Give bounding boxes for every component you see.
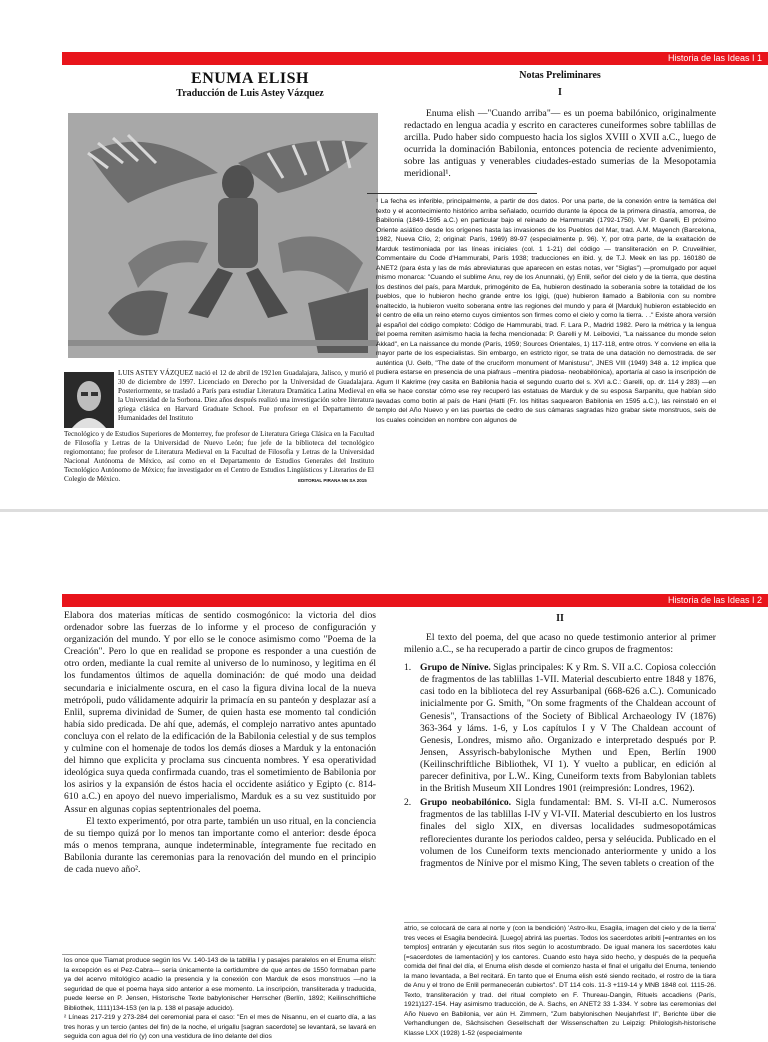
author-bio-continued: Tecnológico y de Estudios Superiores de Monterrey, fue profesor de Literatura Griega Clásica en la Facultad de Filosofía y Letras de la Universidad de Nuevo León; fue jefe de la biblioteca del tecnológico regiomontano; fue profesor de Literatura Medieval en la Facultad de Filosofía y Letras de la Universidad Nacional Autónoma de México, así como en el Departamento de Estudios Generales del Instituto Tecnológico Autónomo de México; fue investigador en el Centro de Estudios Lingüísticos y Literarios de El Colegio de México. — [64, 430, 374, 483]
right-intro: El texto del poema, del que acaso no quede testimonio anterior al primer milenio a.C., se ha recuperado a partir de cinco grupos de fragmentos: — [404, 632, 716, 656]
section-number-1: I — [558, 87, 562, 98]
document-subtitle: Traducción de Luis Astey Vázquez — [176, 88, 324, 99]
list-item-number: 1. — [404, 662, 412, 674]
list-item-heading: Grupo de Nínive. — [420, 662, 491, 674]
fragment-group-list — [404, 662, 716, 870]
marduk-relief-image — [68, 113, 378, 358]
relief-illustration — [68, 113, 378, 358]
document-title: ENUMA ELISH — [191, 70, 309, 87]
left-column — [64, 610, 376, 876]
publisher-credit: EDITORIAL PIRANA NN SA 2015 — [298, 478, 367, 483]
author-portrait-illustration — [64, 372, 114, 428]
footnote-1 — [376, 197, 716, 497]
left-footnote-continued: los once que Tiamat produce según los Vv. 140-143 de la tablilla I y pasajes paralelos en el Enuma elish: la excepción es el Pez-Cabra— sería únicamente la certidumbre de que antes de 1550 formaban parte ya del acervo mitológico acadio la presencia y la conexión con Marduk de esos monstruos —no la seguridad de que el poema haya sido anterior a ese momento. La inscripción, transliterada y traducida, puede leerse en P. Jensen, Historische Texte babylonischer Herrscher (Berlín, 1892; Keilinschriftliche Bibliothek, 1111)134-153 (en la p. 138 el pasaje aducido). — [64, 957, 376, 1012]
list-item-text: Sigla fundamental: BM. S. VI-II a.C. Numerosos fragmentos de las tablillas I-IV y VI-VII. Material descubierto en los lustros finales del siglo XIX, en diversas localidades sudmesopotámicas reflorecientes durante los periodos caldeo, persa y seléucida. Publicado en el volumen de los Cuneiform texts mencionado anteriormente y unido a los fragmentos de Nínive por el mismo King, The seven tablets o creation of the — [420, 797, 716, 869]
left-footnote-2: ² Líneas 217-219 y 273-284 del ceremonial para el caso: "En el mes de Nisannu, en el cuarto día, a las tres horas y un tercio (antes del fin) de la noche, el urigallu [sagran sacerdote] se levantará, se lavará en seguida con agua del río (y) con una vestidura de lino delante del dios — [64, 1014, 376, 1040]
left-footnote-rule — [62, 954, 376, 955]
left-footnotes — [64, 956, 376, 1040]
page-header-bar-2 — [62, 594, 768, 607]
page-header-label-2: Historia de las Ideas I 2 — [667, 595, 762, 605]
notes-title: Notas Preliminares — [519, 70, 601, 81]
right-footnote — [404, 924, 716, 1037]
footnote-rule — [367, 193, 537, 194]
footnote-1-text: ¹ La fecha es inferible, principalmente, a partir de dos datos. Por una parte, de la conexión entre la temática del texto y el acontecimiento histórico arriba señalado, ocurrido durante la época de la primera dinastía, amorrea, de Babilonia (1849-1595 a.C.) en particular bajo el reinado de Hammurabi (1792-1750). Ver P. Garelli, El próximo Oriente asiático desde los orígenes hasta las invasiones de los Pueblos del Mar, trad. A.M. Mayench (Barcelona, 1982, Nueva Clío, 2; original: París, 1969) 89-97 (especialmente p. 96). Y, por otra parte, de la exaltación de Marduk testimoniada por las líneas iniciales (col. 1 1-21) del código — transliteración en P. Cruveilhier, Commentaire du Code d'Hammurabi, París 1938; traducciones en ibid. y, de T.J. Meek en las pp. 160180 de ANET2 (para ésta y las de más abreviaturas que aparecen en estas notas, ver "Siglas") —promulgado por aquel mismo monarca: "Cuando el sublime Anu, rey de los Anunnaki, (y) Enlil, señor del cielo y de la tierra, que destina los destinos del país, para Marduk, primogénito de Ea, hubieron destinado la soberanía sobre la totalidad de los pueblos, que lo hubieron hecho grande entre los Igigi, (que) hubieron llamado a Babilonia con su nombre enaltecido, la hubieron vuelto soberana entre las regiones del mundo y para él [Marduk] hubieron establecido en el centro de ella un reino eterno cuyos cimientos son firmes como el cielo y como la tierra. . ." Existe ahora versión al español del código completo: Código de Hammurabi, trad. F. Lara P., Madrid 1982. Pero la métrica y la lengua del poema remiten asimismo hacia la fecha mencionada: P. Garelli y M. Leibovici, "La naissance du monde selon Akkad", en La naissance du monde (París, 1959; Sources Orientales, 1) 117-118, entre otros. Y conviene en ella la mayor parte de los especialistas. Sin embargo, en estricto rigor, se trata de una datación no demostrada. de ser auténtica (U. Gelb, "The date of the cruciform monument of Manistusu", JNES VIII (1949) 348 a. 12 implica que pudiera estarse en presencia de una piafraus –mentira piadosa- neobabilónica), aportaría al caso la inscripción de Agum II Kakrime (rey casita en Babilonia hacia el segundo cuarto del s. XVI a.C.: Garelli, op. dr. 114 y 283) —en ella se hace constar cómo ese rey recuperó las estatuas de Marduk y de su esposa Sarpanitu, que habían sido llevadas como botín al país de Hani (Hatti (Fr. los hititas saquearon Babilonia en 1595 a.C.), las reinstaló en el templo del Año Nuevo y en las puertas de cedro de sus cámaras sagradas hizo grabar siete monstruos, seis de los cuales coinciden en nombre con algunos de — [376, 198, 716, 424]
author-photo — [64, 372, 114, 428]
right-column — [404, 632, 716, 872]
list-item — [404, 797, 716, 870]
right-footnote-rule — [404, 922, 716, 923]
section-number-2: II — [556, 613, 564, 624]
intro-text: Enuma elish —"Cuando arriba"— es un poema babilónico, originalmente redactado en lengua acadia y escrito en caracteres cuneiformes sobre tablillas de arcilla. Pudo haber sido compuesto hacia los siglos XVIII o XVII a.C., luego de ocurrida la dominación Babilonia, entonces potencia de reciente advenimiento, sobre las antiguas y venerables ciudades-estado sumerias de la Mesopotamia meridional¹. — [404, 108, 716, 180]
left-paragraph-2: El texto experimentó, por otra parte, también un uso ritual, en la conciencia de su tiempo quizá por lo menos tan importante como el anterior: desde época más o menos temprana, aunque indeterminable, íntegramente fue recitado en Babilonia durante las ceremonias para la renovación del mundo en el principio de cada nuevo año². — [64, 815, 376, 875]
right-footnote-text: atrio, se colocará de cara al norte y (con la bendición) 'Astro-Iku, Esagila, imagen del cielo y de la tierra' tres veces el Esagila bendecirá. [Luego] abrirá las puertas. Todos los sacerdotes aribiti [=entrantes en los templos] entrarán y ejecutarán sus ritos según lo acostumbrado. De igual manera los sacerdotes kalu [=sacerdotes de lamentación] y los cantores. Cuando esto haya sido hecho, y después de la pequeña comida del final del día, el Enuma elish desde el comienzo hasta el final el urigallu del Enuma, teniendo la mano levantada, a Bel recitará. En tanto que el Enuma elish esté siendo recitado, el rostro de la tiara de Anu y el trono de Enlil permanecerán cubiertos". DT 114 cols. 11-3 +119-14 y MNB 1848 col. 1115-26. Texto, transliteración y trad. del ritual completo en F. Thureau-Dangin, Rituels accadiens (París, 1921)127-154. Hay asimismo traducción, de A. Sachs, en ANET2 33 1-334. Y sobre las ceremonias del Año Nuevo en Babilonia, ver aún H. Zimmern, "Zum babylonischen Neujahrfest II", Berichte über die Verhandlungen de, Sächsischen Gesellschaft der Wissenschaften zu Leipzig: Philologish-historische Klasse LXX (1928) 1-52 (especialmente — [404, 925, 716, 1037]
page-header-label: Historia de las Ideas I 1 — [667, 53, 762, 63]
list-item — [404, 662, 716, 795]
page-1 — [0, 0, 768, 512]
list-item-heading: Grupo neobabilónico. — [420, 797, 512, 809]
list-item-number: 2. — [404, 797, 412, 809]
intro-paragraph — [404, 108, 716, 181]
author-bio: LUIS ASTEY VÁZQUEZ nació el 12 de abril de 1921en Guadalajara, Jalisco, y murió el 30 de diciembre de 1997. Licenciado en Derecho por la Universidad de Guadalajara. Posteriormente, se trasladó a París para estudiar Literatura Dramática Latina Medieval en la Universidad de la Sorbona. Diez años después realizó una investigación sobre literatura griega clásica en Harvard Graduate School. Fue profesor en el Departamento de Humanidades del Instituto — [118, 369, 374, 422]
page-2 — [0, 512, 768, 1040]
list-item-text: Siglas principales: K y Rm. S. VII a.C. Copiosa colección de fragmentos de las tablillas 1-VII. Material descubierto entre 1848 y 1876, casi todo en la biblioteca del rey Assurbanipal (668-626 a.C.). Comunicado inicialmente por G. Smith, "On some fragments of the Chaldean account of Genesis", Transactions of the Society of Biblical Archaeology IV (1876) 363-364 y láms. 1-6, y Los capítulos I y V The Chaldean account of Genesis, Londres, mismo año. Organizado e interpretado después por P. Jensen, Assyrisch-babylonische Mythen und Epen, Berlín 1900 (Keilinschriftliche Bibliothek, VI 1). Y vuelto a publicar, en edición al parecer definitiva, por L.W.. King, Cuneiform texts from Babylonian tablets in the British Museum XII Londres 1901 (reimpresión: Londres, 1962). — [420, 662, 716, 795]
left-paragraph-1: Elabora dos materias míticas de sentido cosmogónico: la victoria del dios ordenador sobre las fuerzas de lo informe y el proceso de configuración y organización del mundo. Y por ello se le conoce asimismo como "Poema de la Creación". Pero lo que en realidad se propone es responder a una cuestión de otro orden, mediante la cual remite al universo de lo numinoso, y legitima en él los fundamentos últimos de aquella dominación: de qué modo una deidad secundaria e inicialmente oscura, en el caso la figura divina local de la nueva metrópoli, pudo válidamente adquirir la primacía en su panteón y desplazar así a Enlil, suprema divinidad de Sumer, de quien hasta ese momento tal condición había sido predicada. De ahí que, además, el complejo narrativo antes apuntado concluya con el relato de la edificación de la Babilonia celestial y de sus templos y culmine con el homenaje de todos los demás dioses a Marduk y la entonación del himno que explicita y proclama sus cincuenta nombres. Y esa operatividad ideológica suya queda confirmada cuando, tras el sometimiento de Babilonia por los asirios y la expansión de éstos hacia el occidente asiático y Egipto (c. 814-610 a.C.) en apoyo del nuevo imperialismo, Marduk es a su vez sustituido por Assur en algunas copias septentrionales del poema. — [64, 610, 376, 815]
page-header-bar — [62, 52, 768, 65]
